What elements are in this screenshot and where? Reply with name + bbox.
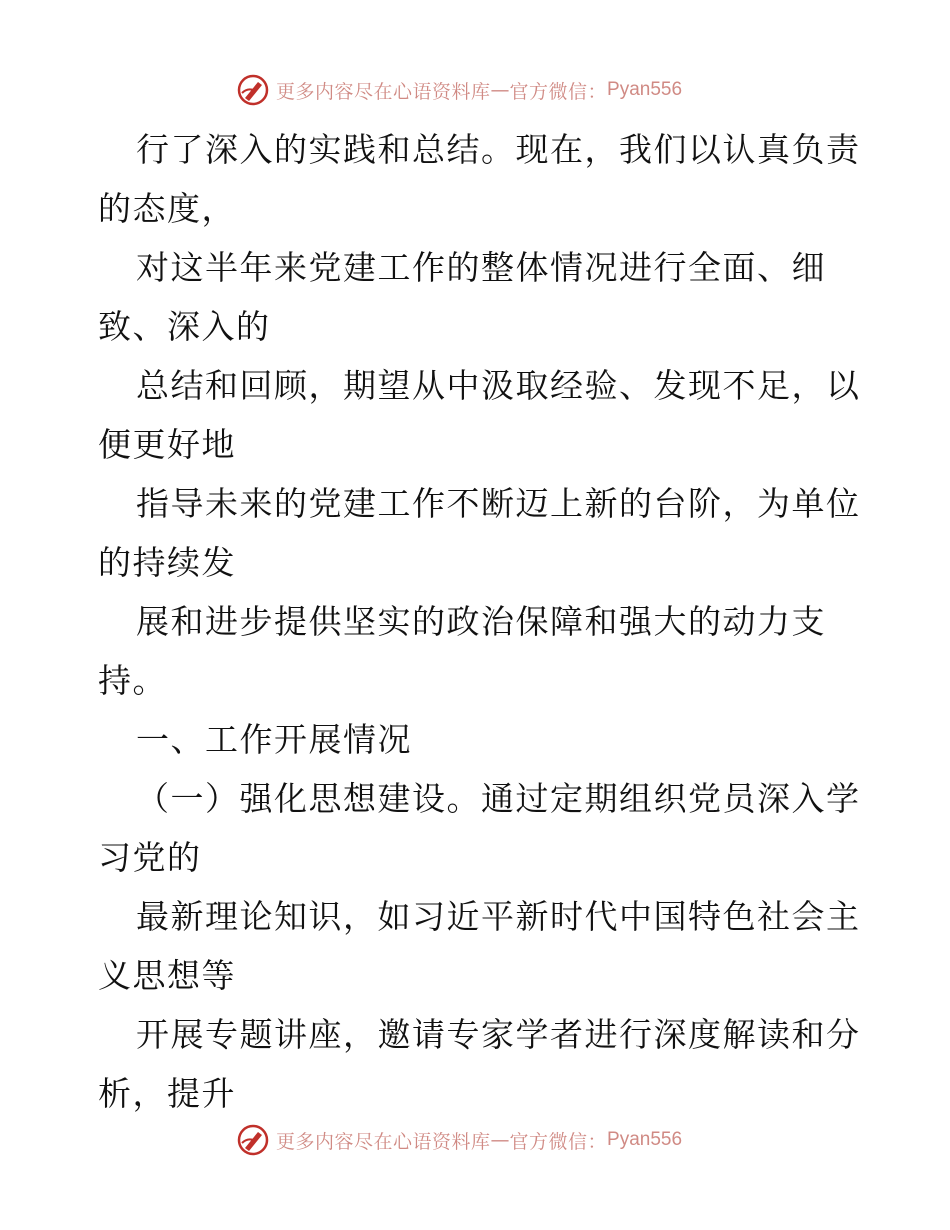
watermark-dash: — bbox=[490, 1129, 510, 1151]
text-line: 开展专题讲座，邀请专家学者进行深度解读和分 bbox=[136, 1015, 861, 1054]
watermark-wechat-id: Pyan556 bbox=[607, 1129, 683, 1150]
watermark-official: 官方微信： bbox=[509, 80, 608, 103]
text-line: 持。 bbox=[98, 661, 167, 700]
text-line: （一）强化思想建设。通过定期组织党员深入学 bbox=[136, 779, 861, 818]
watermark-dash: — bbox=[490, 79, 510, 101]
text-line: 义思想等 bbox=[98, 956, 236, 995]
text-line: 致、深入的 bbox=[98, 307, 271, 346]
text-line: 便更好地 bbox=[98, 425, 236, 464]
pen-logo-icon bbox=[236, 1123, 270, 1157]
text-line: 总结和回顾，期望从中汲取经验、发现不足，以 bbox=[136, 366, 861, 405]
text-line: 一、工作开展情况 bbox=[136, 720, 412, 759]
watermark-wechat-id: Pyan556 bbox=[607, 79, 683, 100]
text-line: 展和进步提供坚实的政治保障和强大的动力支 bbox=[136, 602, 826, 641]
text-line: 最新理论知识，如习近平新时代中国特色社会主 bbox=[136, 897, 861, 936]
text-line: 的持续发 bbox=[98, 543, 236, 582]
text-line: 习党的 bbox=[98, 838, 202, 877]
footer-watermark bbox=[236, 1122, 682, 1158]
watermark-text: 更多内容尽在心语资料库 bbox=[276, 80, 491, 103]
watermark-text: 更多内容尽在心语资料库 bbox=[276, 1130, 491, 1153]
text-line: 对这半年来党建工作的整体情况进行全面、细 bbox=[136, 248, 826, 287]
document-body bbox=[98, 120, 861, 1123]
text-line: 的态度， bbox=[98, 189, 236, 228]
header-watermark bbox=[236, 72, 682, 108]
watermark-official: 官方微信： bbox=[509, 1130, 608, 1153]
text-line: 析，提升 bbox=[98, 1074, 236, 1113]
text-line: 指导未来的党建工作不断迈上新的台阶，为单位 bbox=[136, 484, 861, 523]
text-line: 行了深入的实践和总结。现在，我们以认真负责 bbox=[136, 130, 861, 169]
pen-logo-icon bbox=[236, 73, 270, 107]
